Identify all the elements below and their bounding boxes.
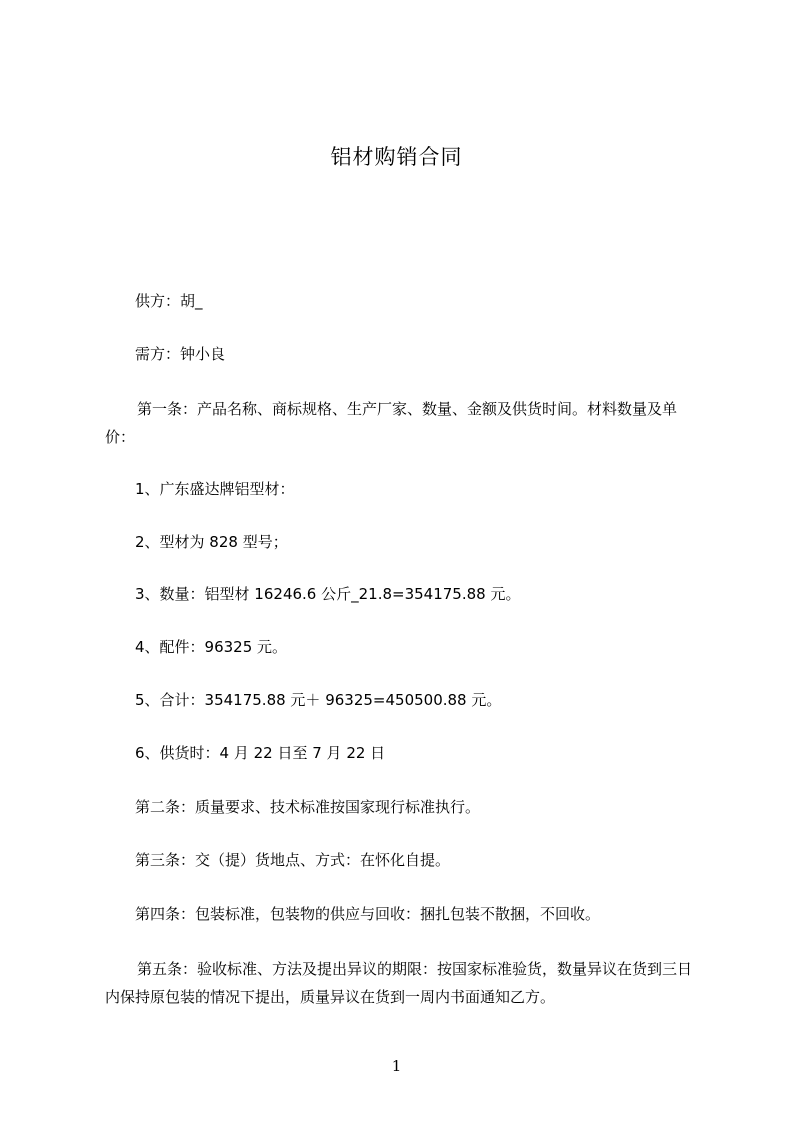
article-4: 第四条：包装标准，包装物的供应与回收：捆扎包装不散捆，不回收。 [135,905,601,923]
item-4: 4、配件：96325 元。 [135,638,288,656]
contract-title: 铝材购销合同 [330,145,463,169]
item-3: 3、数量：铝型材 16246.6 公斤_21.8=354175.88 元。 [135,585,521,603]
item-2: 2、型材为 828 型号； [135,533,288,551]
item-1: 1、广东盛达牌铝型材： [135,480,295,498]
article-3: 第三条：交（提）货地点、方式：在怀化自提。 [135,851,451,869]
item-5: 5、合计：354175.88 元＋ 96325=450500.88 元。 [135,691,502,709]
article-5: 第五条：验收标准、方法及提出异议的期限：按国家标准验货，数量异议在货到三日内保持原包装的情况下提出，质量异议在货到一周内书面通知乙方。 [105,960,693,1006]
page-number: 1 [391,1057,402,1075]
buyer-line: 需方：钟小良 [135,345,226,363]
article-1: 第一条：产品名称、商标规格、生产厂家、数量、金额及供货时间。材料数量及单价： [105,400,678,446]
article-2: 第二条：质量要求、技术标准按国家现行标准执行。 [135,798,481,816]
item-6: 6、供货时：4 月 22 日至 7 月 22 日 [135,744,386,762]
supplier-line: 供方：胡_ [135,292,203,310]
